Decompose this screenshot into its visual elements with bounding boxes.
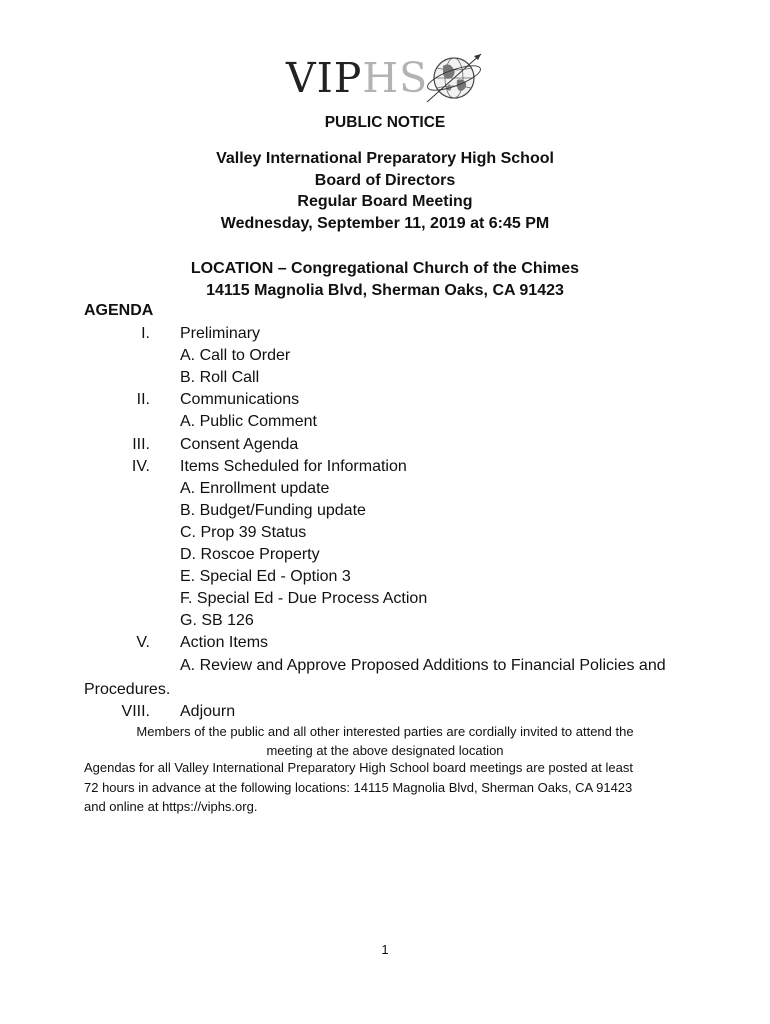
- location-block: [0, 258, 770, 301]
- agenda-number: IV.: [131, 457, 150, 475]
- agenda-item: Preliminary: [180, 325, 261, 342]
- agenda-number: III.: [132, 435, 150, 453]
- posting-note: [84, 758, 704, 817]
- agenda-item: Consent Agenda: [180, 435, 299, 453]
- agenda-item: Action Items: [180, 634, 269, 652]
- meeting-type: Regular Board Meeting: [297, 193, 473, 210]
- invitation-line: Members of the public and all other interested parties are cordially invited to attend the: [136, 724, 634, 739]
- globe-icon: [423, 50, 485, 106]
- agenda-item: A. Public Comment: [180, 413, 317, 431]
- location-address: 14115 Magnolia Blvd, Sherman Oaks, CA 91423: [206, 281, 564, 299]
- agenda-item: B. Budget/Funding update: [180, 501, 366, 519]
- posting-line: and online at https://viphs.org.: [84, 799, 258, 814]
- agenda-item: Adjourn: [180, 703, 236, 720]
- agenda-item: F. Special Ed - Due Process Action: [180, 590, 428, 608]
- school-logo: [286, 54, 486, 104]
- agenda-item: A. Review and Approve Proposed Additions to Financial Policies and: [180, 656, 666, 674]
- page-number: 1: [381, 942, 389, 957]
- agenda-item: E. Special Ed - Option 3: [180, 568, 351, 586]
- agenda-item: Communications: [180, 391, 300, 409]
- invitation-line: meeting at the above designated location: [266, 743, 504, 758]
- meeting-heading-block: [0, 148, 770, 234]
- agenda-item: G. SB 126: [180, 612, 254, 630]
- agenda-item: Items Scheduled for Information: [180, 457, 407, 475]
- agenda-item: C. Prop 39 Status: [180, 523, 307, 541]
- agenda-number: V.: [136, 634, 150, 652]
- agenda-number: II.: [136, 391, 150, 409]
- location-name: LOCATION – Congregational Church of the Chimes: [190, 260, 580, 277]
- posting-line: 72 hours in advance at the following locations: 14115 Magnolia Blvd, Sherman Oaks, CA 91423: [84, 779, 633, 795]
- agenda-item: B. Roll Call: [180, 369, 260, 387]
- agenda-number: I.: [141, 325, 150, 342]
- public-notice-heading: PUBLIC NOTICE: [324, 114, 446, 131]
- agenda-number: VIII.: [121, 703, 150, 720]
- agenda-item: D. Roscoe Property: [180, 546, 320, 563]
- posting-line: Agendas for all Valley International Preparatory High School board meetings are posted at least: [84, 760, 633, 775]
- meeting-datetime: Wednesday, September 11, 2019 at 6:45 PM: [220, 214, 550, 232]
- board-name: Board of Directors: [314, 171, 456, 189]
- agenda-item: A. Enrollment update: [180, 479, 330, 497]
- logo-wordmark: VIPHS: [286, 54, 429, 102]
- agenda-title: AGENDA: [84, 302, 154, 319]
- agenda-item: A. Call to Order: [180, 347, 291, 365]
- school-name: Valley International Preparatory High School: [216, 150, 554, 167]
- agenda-wrap-line: Procedures.: [84, 681, 171, 698]
